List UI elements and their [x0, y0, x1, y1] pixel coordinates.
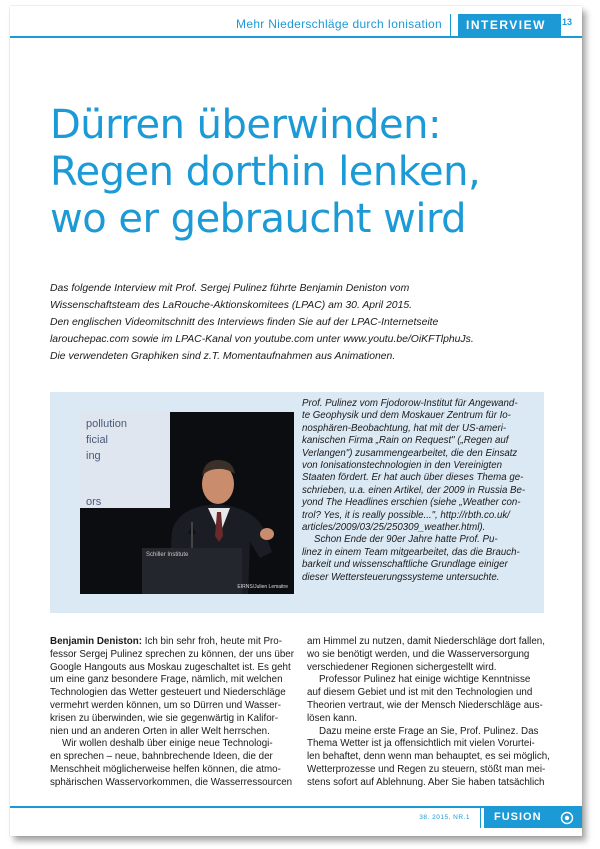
body-line: am Himmel zu nutzen, damit Niederschläge dort fallen,: [307, 636, 545, 647]
body-line: [50, 636, 291, 649]
issue-number: 38. 2015, NR.1: [419, 814, 470, 821]
podium-label: Schiller Institute: [146, 552, 189, 558]
body-line: stens sofort auf Ablehnung. Aber Sie haben tatsächlich: [307, 776, 545, 788]
title-line: Regen dorthin lenken,: [50, 149, 481, 195]
intro-line: Das folgende Interview mit Prof. Sergej Pulinez führte Benjamin Deniston vom: [50, 283, 410, 294]
intro-line: larouchepac.com sowie im LPAC-Kanal von youtube.com unter www.youtu.be/OiKFTlphuJs.: [50, 334, 474, 345]
intro-line: Wissenschaftsteam des LaRouche-Aktionskomitees (LPAC) am 30. April 2015.: [50, 300, 413, 311]
caption-line: linez in einem Team mitgearbeitet, das die Brauch-: [302, 546, 520, 558]
body-line: um eine ganz besondere Frage, nämlich, mit welchen: [50, 674, 283, 686]
caption-line: trol? Yes, it is really possible...", http://rbth.co.uk/: [302, 509, 510, 521]
body-line: Menschheit möglicherweise helfen können, die atmo-: [50, 763, 281, 775]
photo-caption-box: [50, 392, 544, 613]
article-title: [50, 102, 570, 243]
body-line: vermehrt werden können, um so Dürren und Wasser-: [50, 699, 282, 711]
body-line: Dazu meine erste Frage an Sie, Prof. Pulinez. Das: [319, 725, 539, 737]
header-topic: Mehr Niederschläge durch Ionisation: [236, 17, 442, 31]
body-line: Wetterprozesse und Regen zu steuern, stößt man mei-: [307, 763, 546, 775]
body-column-right: [307, 636, 548, 790]
body-line: krisen zu überwinden, wie sie gegenwärtig in Kalifor-: [50, 712, 279, 724]
title-line: Dürren überwinden:: [50, 102, 441, 148]
body-line-text: Ich bin sehr froh, heute mit Pro-: [144, 636, 282, 647]
caption-line: yond The Headlines erschien (siehe „Weather con-: [302, 497, 521, 509]
header-rule: [10, 36, 582, 38]
caption-line: von Ionisationstechnologien in den Vereinigten: [302, 460, 502, 472]
section-tag: INTERVIEW: [458, 14, 561, 36]
intro-paragraph: [50, 280, 560, 365]
caption-line: articles/2009/03/25/250309_weather.html).: [302, 522, 486, 534]
caption-line: Schon Ende der 90er Jahre hatte Prof. Pu-: [314, 534, 498, 546]
body-line: nien und an anderen Orten in aller Welt herrschen.: [50, 725, 270, 737]
body-line: Theorien vertraut, wie der Mensch Niederschläge aus-: [307, 699, 543, 711]
running-header: [10, 14, 451, 36]
caption-line: dieser Wettersteuerungssysteme untersuchte.: [302, 571, 500, 583]
caption-line: Staaten fördert. Er hat auch über dieses Thema ge-: [302, 472, 524, 484]
body-line: wo sie benötigt werden, und die Wasserversorgung: [307, 648, 530, 660]
running-footer: [10, 808, 481, 828]
title-line: wo er gebraucht wird: [50, 196, 467, 242]
caption-line: kanischen Firma „Rain on Request" („Regen auf: [302, 435, 509, 447]
body-line: Wir wollen deshalb über einige neue Technologi-: [62, 738, 273, 750]
body-line: lösen kann.: [307, 712, 358, 724]
magazine-brand: [484, 808, 582, 828]
body-line: auf diesem Gebiet und ist mit den Technologien und: [307, 687, 533, 699]
intro-line: Den englischen Videomitschnitt des Interviews finden Sie auf der LPAC-Internetseite: [50, 317, 439, 328]
body-line: Thema Wetter ist ja offensichtlich mit vielen Vorurtei-: [307, 738, 535, 750]
caption-line: te Geophysik und dem Moskauer Zentrum für Io-: [302, 410, 511, 422]
caption-line: schrieben, u.a. einen Artikel, der 2009 in Russia Be-: [302, 484, 526, 496]
caption-line: Verlangen") zusammengearbeitet, die den Einsatz: [302, 447, 518, 459]
photo-caption: [302, 398, 536, 584]
speaker-name: Benjamin Deniston:: [50, 636, 142, 647]
screen-text: ing: [86, 450, 101, 462]
caption-line: barkeit und wissenschaftliche Grundlage einiger: [302, 559, 508, 571]
speaker-photo: [80, 412, 294, 594]
podium: [142, 548, 242, 594]
photo-credit: EIRNS/Julien Lemaitre: [237, 584, 288, 590]
fusion-logo-icon: [560, 811, 574, 825]
screen-text: pollution: [86, 418, 127, 430]
body-line: len behaftet, denn wenn man behauptet, es sei möglich,: [307, 751, 550, 763]
caption-line: Prof. Pulinez vom Fjodorow-Institut für Angewand-: [302, 398, 518, 409]
screen-text: ficial: [86, 434, 109, 446]
body-line: Google Hangouts aus Moskau zugeschaltet ist. Es geht: [50, 661, 291, 673]
body-line: verschiedener Regionen sichergestellt wird.: [307, 661, 497, 673]
body-line: fessor Sergej Pulinez sprechen zu können, der uns über: [50, 648, 294, 660]
body-line: sphärischen Wasservorkommen, die Wasserressourcen: [50, 776, 293, 788]
magazine-page: [10, 6, 582, 836]
brand-name: FUSION: [494, 811, 542, 823]
caption-line: nosphären-Beobachtung, hat mit der US-ameri-: [302, 422, 507, 434]
intro-line: Die verwendeten Graphiken sind z.T. Momentaufnahmen aus Animationen.: [50, 351, 396, 362]
screen-text: ors: [86, 496, 102, 508]
body-column-left: [50, 636, 294, 790]
page-number: 13: [562, 17, 573, 27]
body-line: Technologien das Wetter gesteuert und Niederschläge: [50, 687, 286, 699]
body-line: en sprechen – neue, bahnbrechende Ideen, die der: [50, 751, 273, 763]
body-line: Professor Pulinez hat einige wichtige Kenntnisse: [319, 674, 531, 686]
